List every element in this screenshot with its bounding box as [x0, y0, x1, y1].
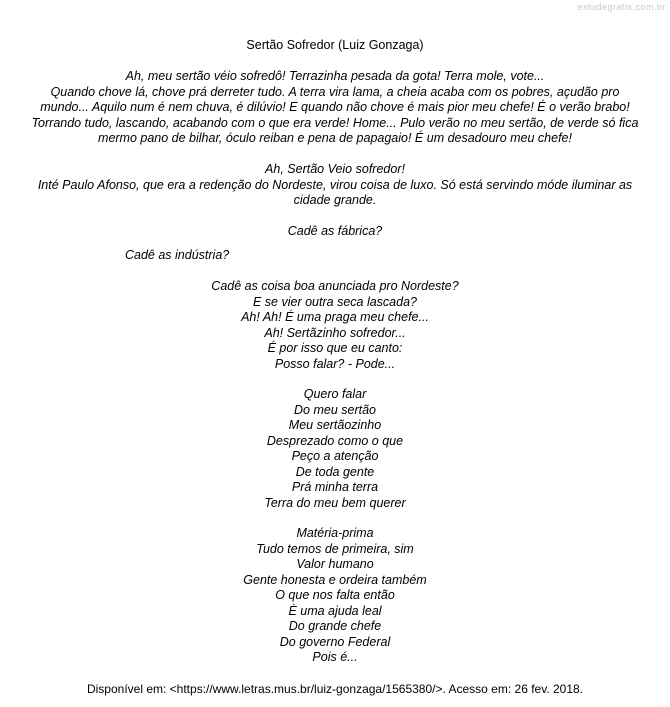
stanza-5: [10, 526, 660, 666]
stanza-line: Pois é...: [312, 650, 358, 664]
intro-line: Ah, meu sertão véio sofredô! Terrazinha pesada da gota! Terra mole, vote...: [125, 69, 545, 83]
stanza-line: Meu sertãozinho: [288, 418, 382, 432]
stanza-line: Ah! Sertãzinho sofredor...: [264, 325, 406, 340]
intro-paragraph: [10, 69, 660, 147]
intro-line: mundo... Aquilo num é nem chuva, é dilúvio! E quando não chove é mais pior meu chefe! É o verão brabo!: [40, 100, 630, 114]
stanza-line: Do meu sertão: [294, 402, 376, 417]
stanza-line: Quero falar: [303, 387, 367, 401]
stanza-line: Peço a atenção: [291, 449, 379, 463]
intro-line: mermo pano de bilhar, óculo reiban e pena de papagaio! É um desadouro meu chefe!: [98, 131, 572, 145]
stanza-line: Valor humano: [296, 557, 374, 571]
stanza-line: Cadê as coisa boa anunciada pro Nordeste?: [211, 279, 459, 293]
stanza-line: Posso falar? - Pode...: [274, 356, 396, 371]
stanza-line: Tudo temos de primeira, sim: [256, 541, 414, 556]
song-title: Sertão Sofredor (Luiz Gonzaga): [246, 38, 424, 52]
cade-industria-line: Cadê as indústria?: [125, 248, 230, 262]
stanza-line: cidade grande.: [293, 193, 377, 207]
stanza-3: [10, 279, 660, 372]
stanza-line: Inté Paulo Afonso, que era a redenção do Nordeste, virou coisa de luxo. Só está servindo móde iluminar as: [37, 177, 633, 192]
stanza-line: Prá minha terra: [291, 480, 379, 494]
stanza-line: E se vier outra seca lascada?: [253, 294, 417, 309]
stanza-line: Terra do meu bem querer: [264, 495, 406, 510]
stanza-line: Do grande chefe: [288, 619, 382, 633]
stanza-line: É por isso que eu canto:: [267, 341, 403, 355]
intro-line: Quando chove lá, chove prá derreter tudo. A terra vira lama, a cheia acaba com os pobres, açudão pro: [50, 84, 620, 99]
stanza-line: Do governo Federal: [279, 634, 391, 649]
stanza-2: [10, 162, 660, 209]
source-citation: Disponível em: <https://www.letras.mus.br/luiz-gonzaga/1565380/>. Acesso em: 26 fev. 2018.: [86, 682, 584, 696]
stanza-line: Desprezado como o que: [266, 433, 404, 448]
watermark: estudegratis.com.br: [577, 2, 666, 12]
stanza-line: Ah! Ah! É uma praga meu chefe...: [241, 310, 429, 324]
stanza-line: Matéria-prima: [296, 526, 374, 540]
intro-line: Torrando tudo, lascando, acabando com o que era verde! Home... Pulo verão no meu sertão, de verde só fica: [31, 115, 639, 130]
stanza-4: [10, 387, 660, 511]
stanza-line: Cadê as fábrica?: [287, 224, 383, 238]
stanza-line: Ah, Sertão Veio sofredor!: [265, 162, 405, 176]
stanza-line: È uma ajuda leal: [288, 603, 382, 618]
cade-fabrica-line: [10, 224, 660, 240]
stanza-line: Gente honesta e ordeira também: [243, 572, 427, 587]
stanza-line: O que nos falta então: [275, 588, 395, 602]
stanza-line: De toda gente: [295, 464, 375, 479]
